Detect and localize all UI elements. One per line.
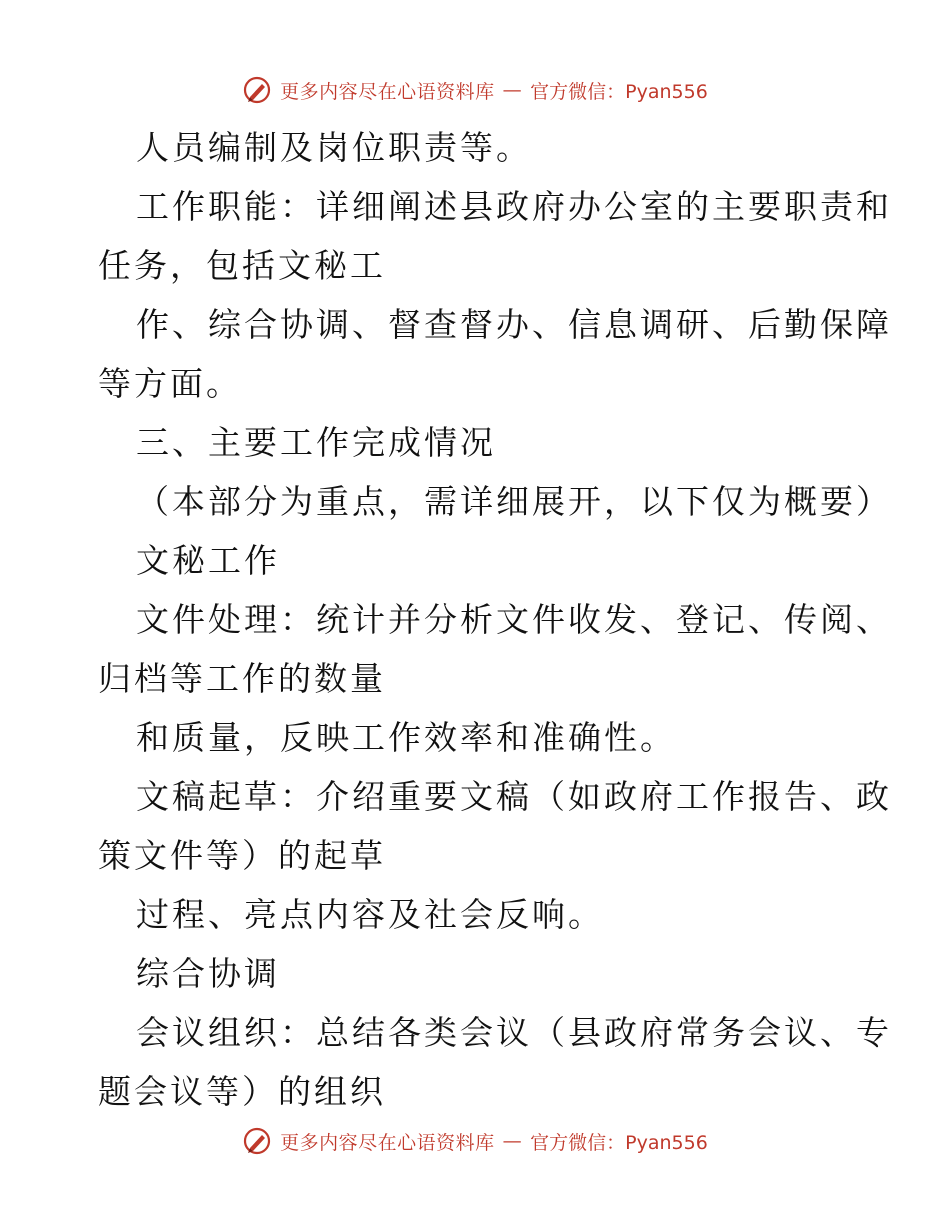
text-line: 文稿起草：介绍重要文稿（如政府工作报告、政 [136, 777, 892, 816]
subsection-heading: 综合协调 [136, 954, 280, 993]
pen-logo-icon [242, 75, 272, 105]
text-line: 和质量，反映工作效率和准确性。 [136, 718, 676, 757]
text-line: 作、综合协调、督查督办、信息调研、后勤保障 [136, 305, 892, 344]
text-line: 会议组织：总结各类会议（县政府常务会议、专 [136, 1013, 892, 1052]
text-line: 归档等工作的数量 [98, 659, 386, 698]
text-line: 工作职能：详细阐述县政府办公室的主要职责和 [136, 187, 892, 226]
watermark-brand: 更多内容尽在心语资料库 [280, 1131, 495, 1154]
text-line: 人员编制及岗位职责等。 [136, 128, 532, 167]
text-line: 任务，包括文秘工 [98, 246, 386, 285]
header-watermark [0, 72, 950, 108]
watermark-separator: — [502, 1130, 523, 1152]
subsection-heading: 文秘工作 [136, 541, 280, 580]
watermark-brand: 更多内容尽在心语资料库 [280, 80, 495, 103]
text-line: 等方面。 [98, 364, 242, 403]
pen-logo-icon [242, 1126, 272, 1156]
text-line: 策文件等）的起草 [98, 836, 386, 875]
watermark-wechat: 官方微信：Pyan556 [530, 1131, 708, 1154]
text-line: 文件处理：统计并分析文件收发、登记、传阅、 [136, 600, 892, 639]
watermark-separator: — [502, 79, 523, 101]
text-line: 题会议等）的组织 [98, 1072, 386, 1111]
watermark-wechat: 官方微信：Pyan556 [530, 80, 708, 103]
text-line: 过程、亮点内容及社会反响。 [136, 895, 604, 934]
footer-watermark [0, 1123, 950, 1159]
section-heading: 三、主要工作完成情况 [136, 423, 496, 462]
text-line: （本部分为重点，需详细展开，以下仅为概要） [136, 482, 892, 521]
document-body [98, 118, 892, 1121]
